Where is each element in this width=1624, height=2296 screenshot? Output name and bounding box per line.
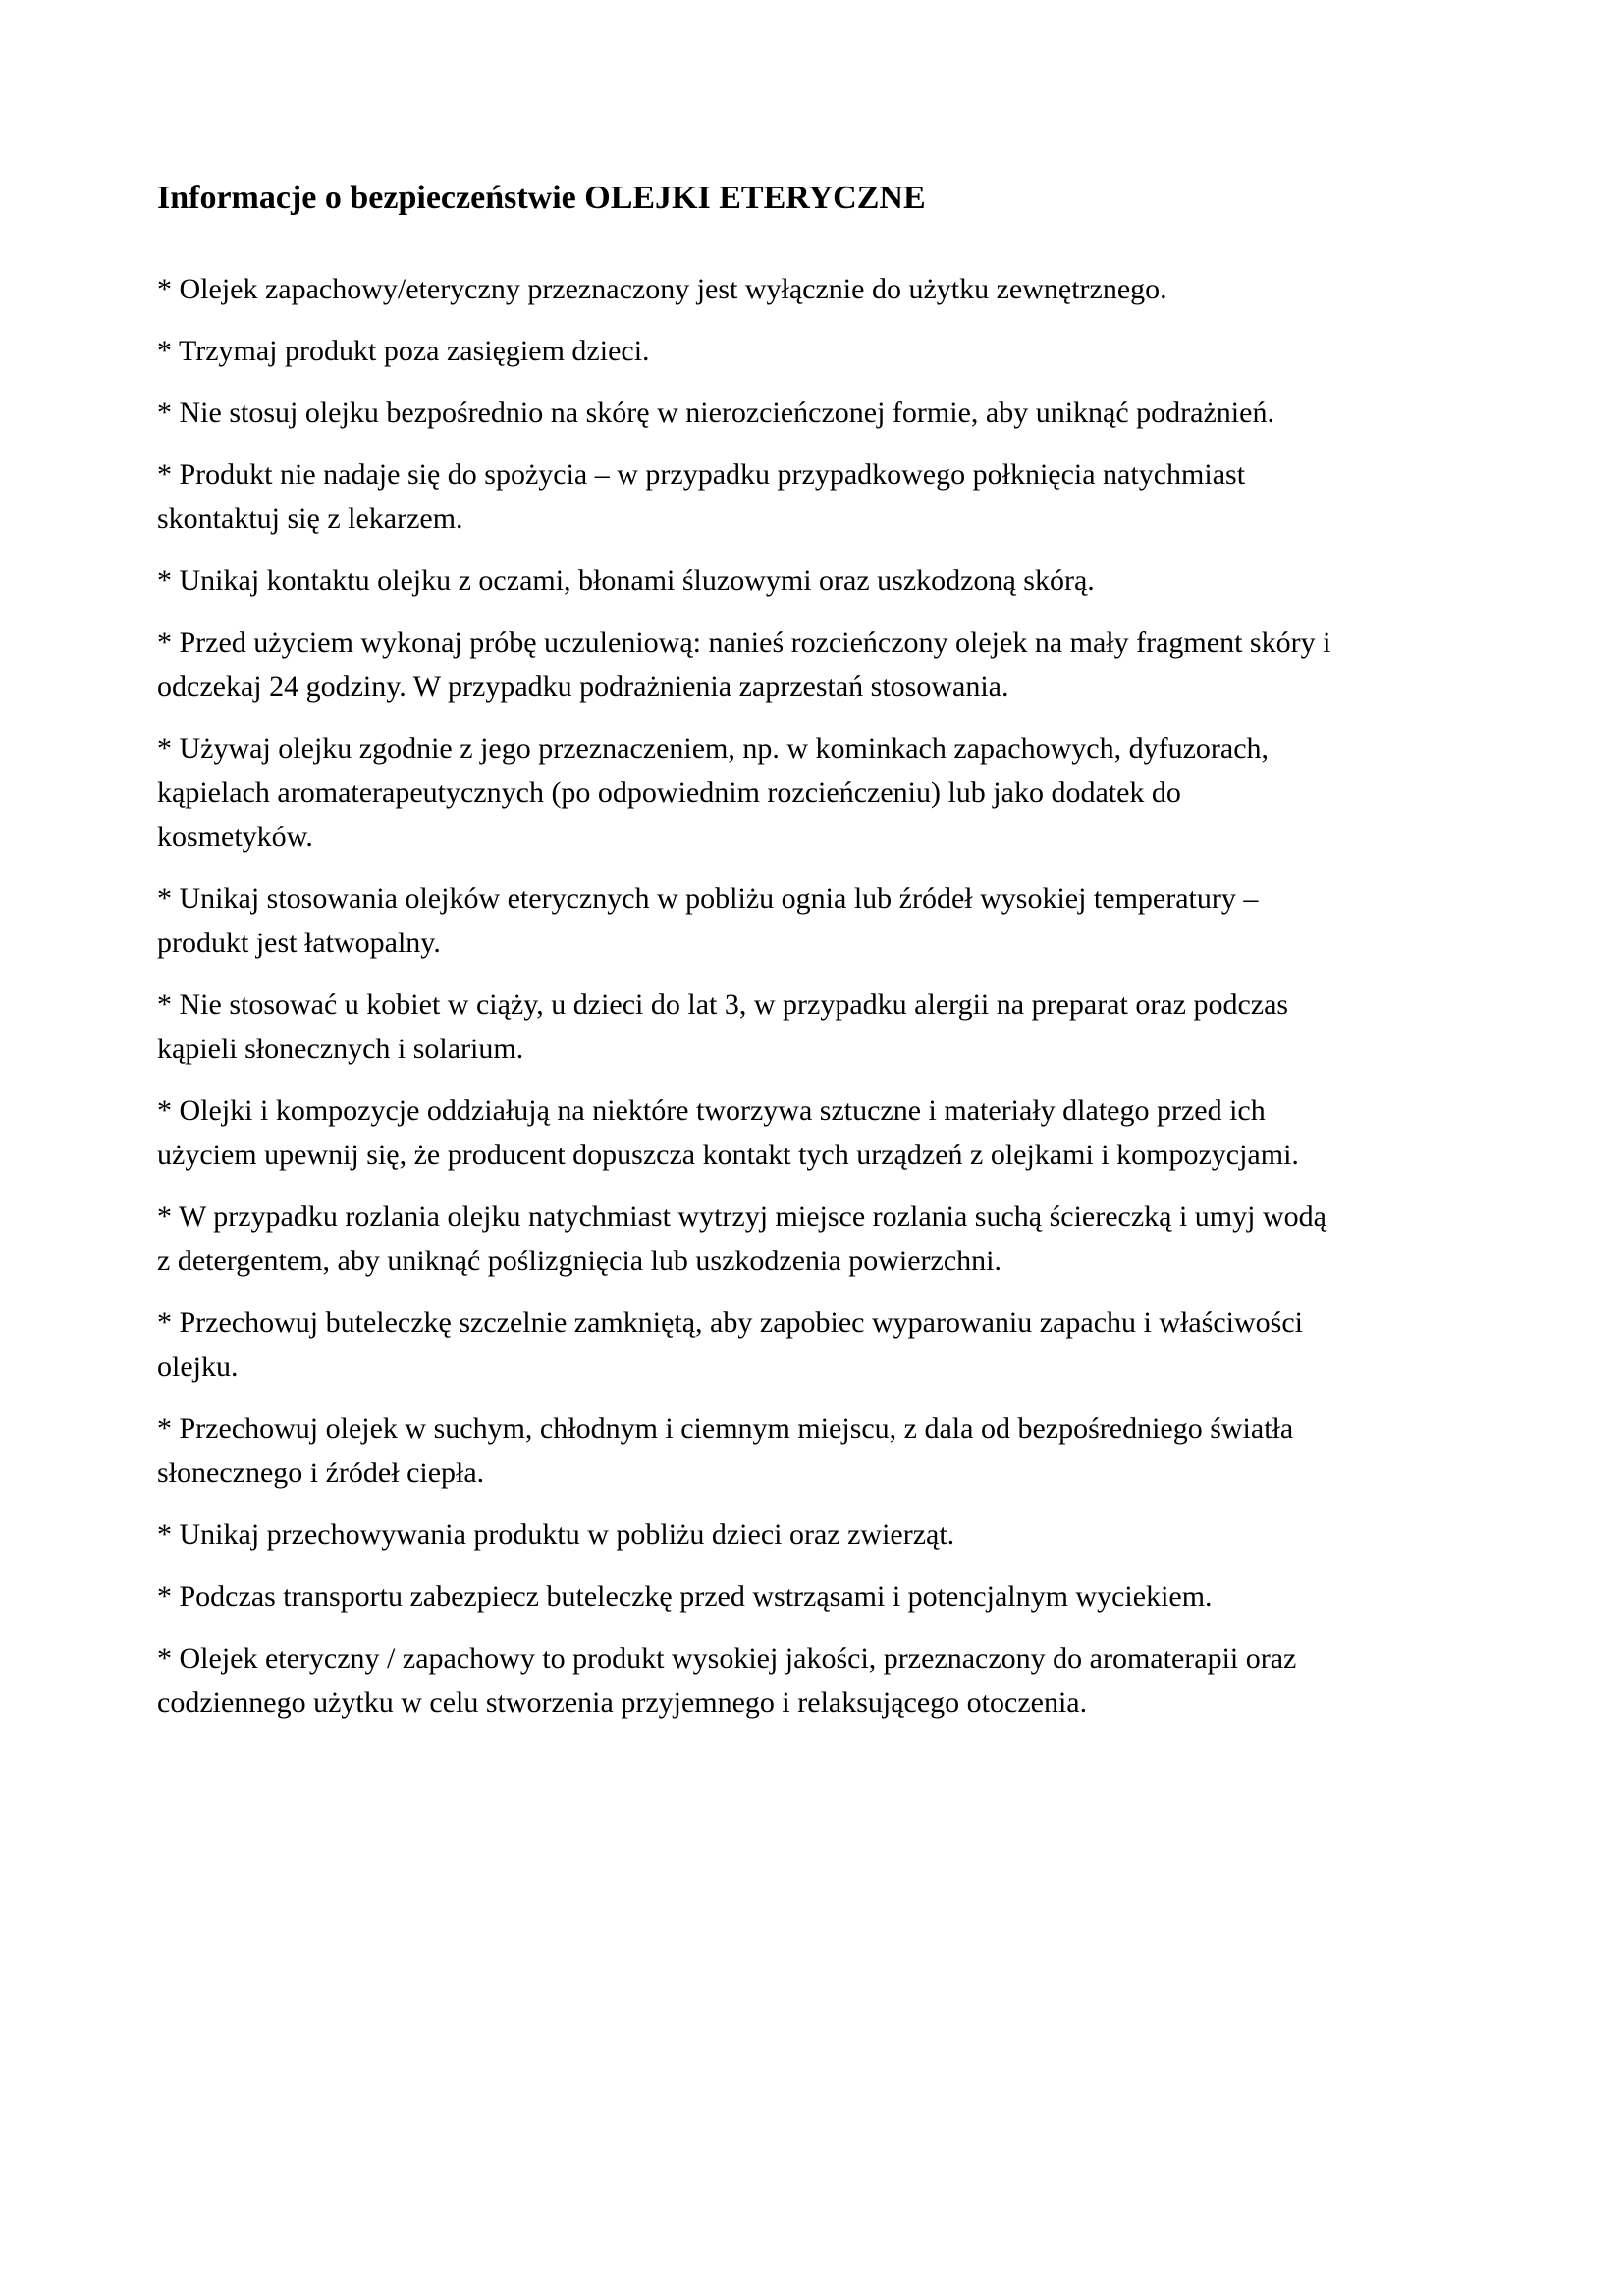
document-title: Informacje o bezpieczeństwie OLEJKI ETERYCZNE: [157, 180, 926, 216]
safety-item: * Podczas transportu zabezpiecz buteleczkę przed wstrząsami i potencjalnym wyciekiem.: [157, 1580, 1213, 1613]
safety-item: * Przed użyciem wykonaj próbę uczuleniową: nanieś rozcieńczony olejek na mały fragment skóry i odczekaj 24 godziny. W przypadku podrażnienia zaprzestań stosowania.: [157, 626, 1331, 703]
safety-item: * W przypadku rozlania olejku natychmiast wytrzyj miejsce rozlania suchą ściereczką i umyj wodą z detergentem, aby uniknąć poślizgnięcia lub uszkodzenia powierzchni.: [157, 1201, 1326, 1277]
safety-item: * Przechowuj buteleczkę szczelnie zamkniętą, aby zapobiec wyparowaniu zapachu i właściwości olejku.: [157, 1307, 1303, 1383]
safety-item: * Unikaj stosowania olejków eterycznych w pobliżu ognia lub źródeł wysokiej temperatury – produkt jest łatwopalny.: [157, 882, 1259, 959]
safety-item: * Produkt nie nadaje się do spożycia – w przypadku przypadkowego połknięcia natychmiast skontaktuj się z lekarzem.: [157, 458, 1246, 535]
safety-item: * Nie stosować u kobiet w ciąży, u dzieci do lat 3, w przypadku alergii na preparat oraz podczas kąpieli słonecznych i solarium.: [157, 988, 1289, 1065]
safety-item: * Unikaj kontaktu olejku z oczami, błonami śluzowymi oraz uszkodzoną skórą.: [157, 564, 1095, 597]
safety-item: * Olejek zapachowy/eteryczny przeznaczony jest wyłącznie do użytku zewnętrznego.: [157, 273, 1167, 305]
safety-item: * Nie stosuj olejku bezpośrednio na skórę w nierozcieńczonej formie, aby uniknąć podrażnień.: [157, 397, 1274, 429]
safety-item: * Unikaj przechowywania produktu w pobliżu dzieci oraz zwierząt.: [157, 1519, 955, 1551]
safety-item: * Trzymaj produkt poza zasięgiem dzieci.: [157, 335, 650, 367]
document-page: [157, 175, 1483, 1742]
safety-item: * Używaj olejku zgodnie z jego przeznaczeniem, np. w kominkach zapachowych, dyfuzorach, kąpielach aromaterapeutycznych (po odpowiednim rozcieńczeniu) lub jako dodatek do kosmetyków.: [157, 732, 1270, 853]
safety-item: * Olejek eteryczny / zapachowy to produkt wysokiej jakości, przeznaczony do aromaterapii oraz codziennego użytku w celu stworzenia przyjemnego i relaksującego otoczenia.: [157, 1642, 1297, 1719]
safety-item: * Przechowuj olejek w suchym, chłodnym i ciemnym miejscu, z dala od bezpośredniego światła słonecznego i źródeł ciepła.: [157, 1413, 1294, 1489]
safety-item: * Olejki i kompozycje oddziałują na niektóre tworzywa sztuczne i materiały dlatego przed ich użyciem upewnij się, że producent dopuszcza kontakt tych urządzeń z olejkami i kompozycjami.: [157, 1095, 1299, 1171]
safety-list: [157, 267, 1483, 1725]
